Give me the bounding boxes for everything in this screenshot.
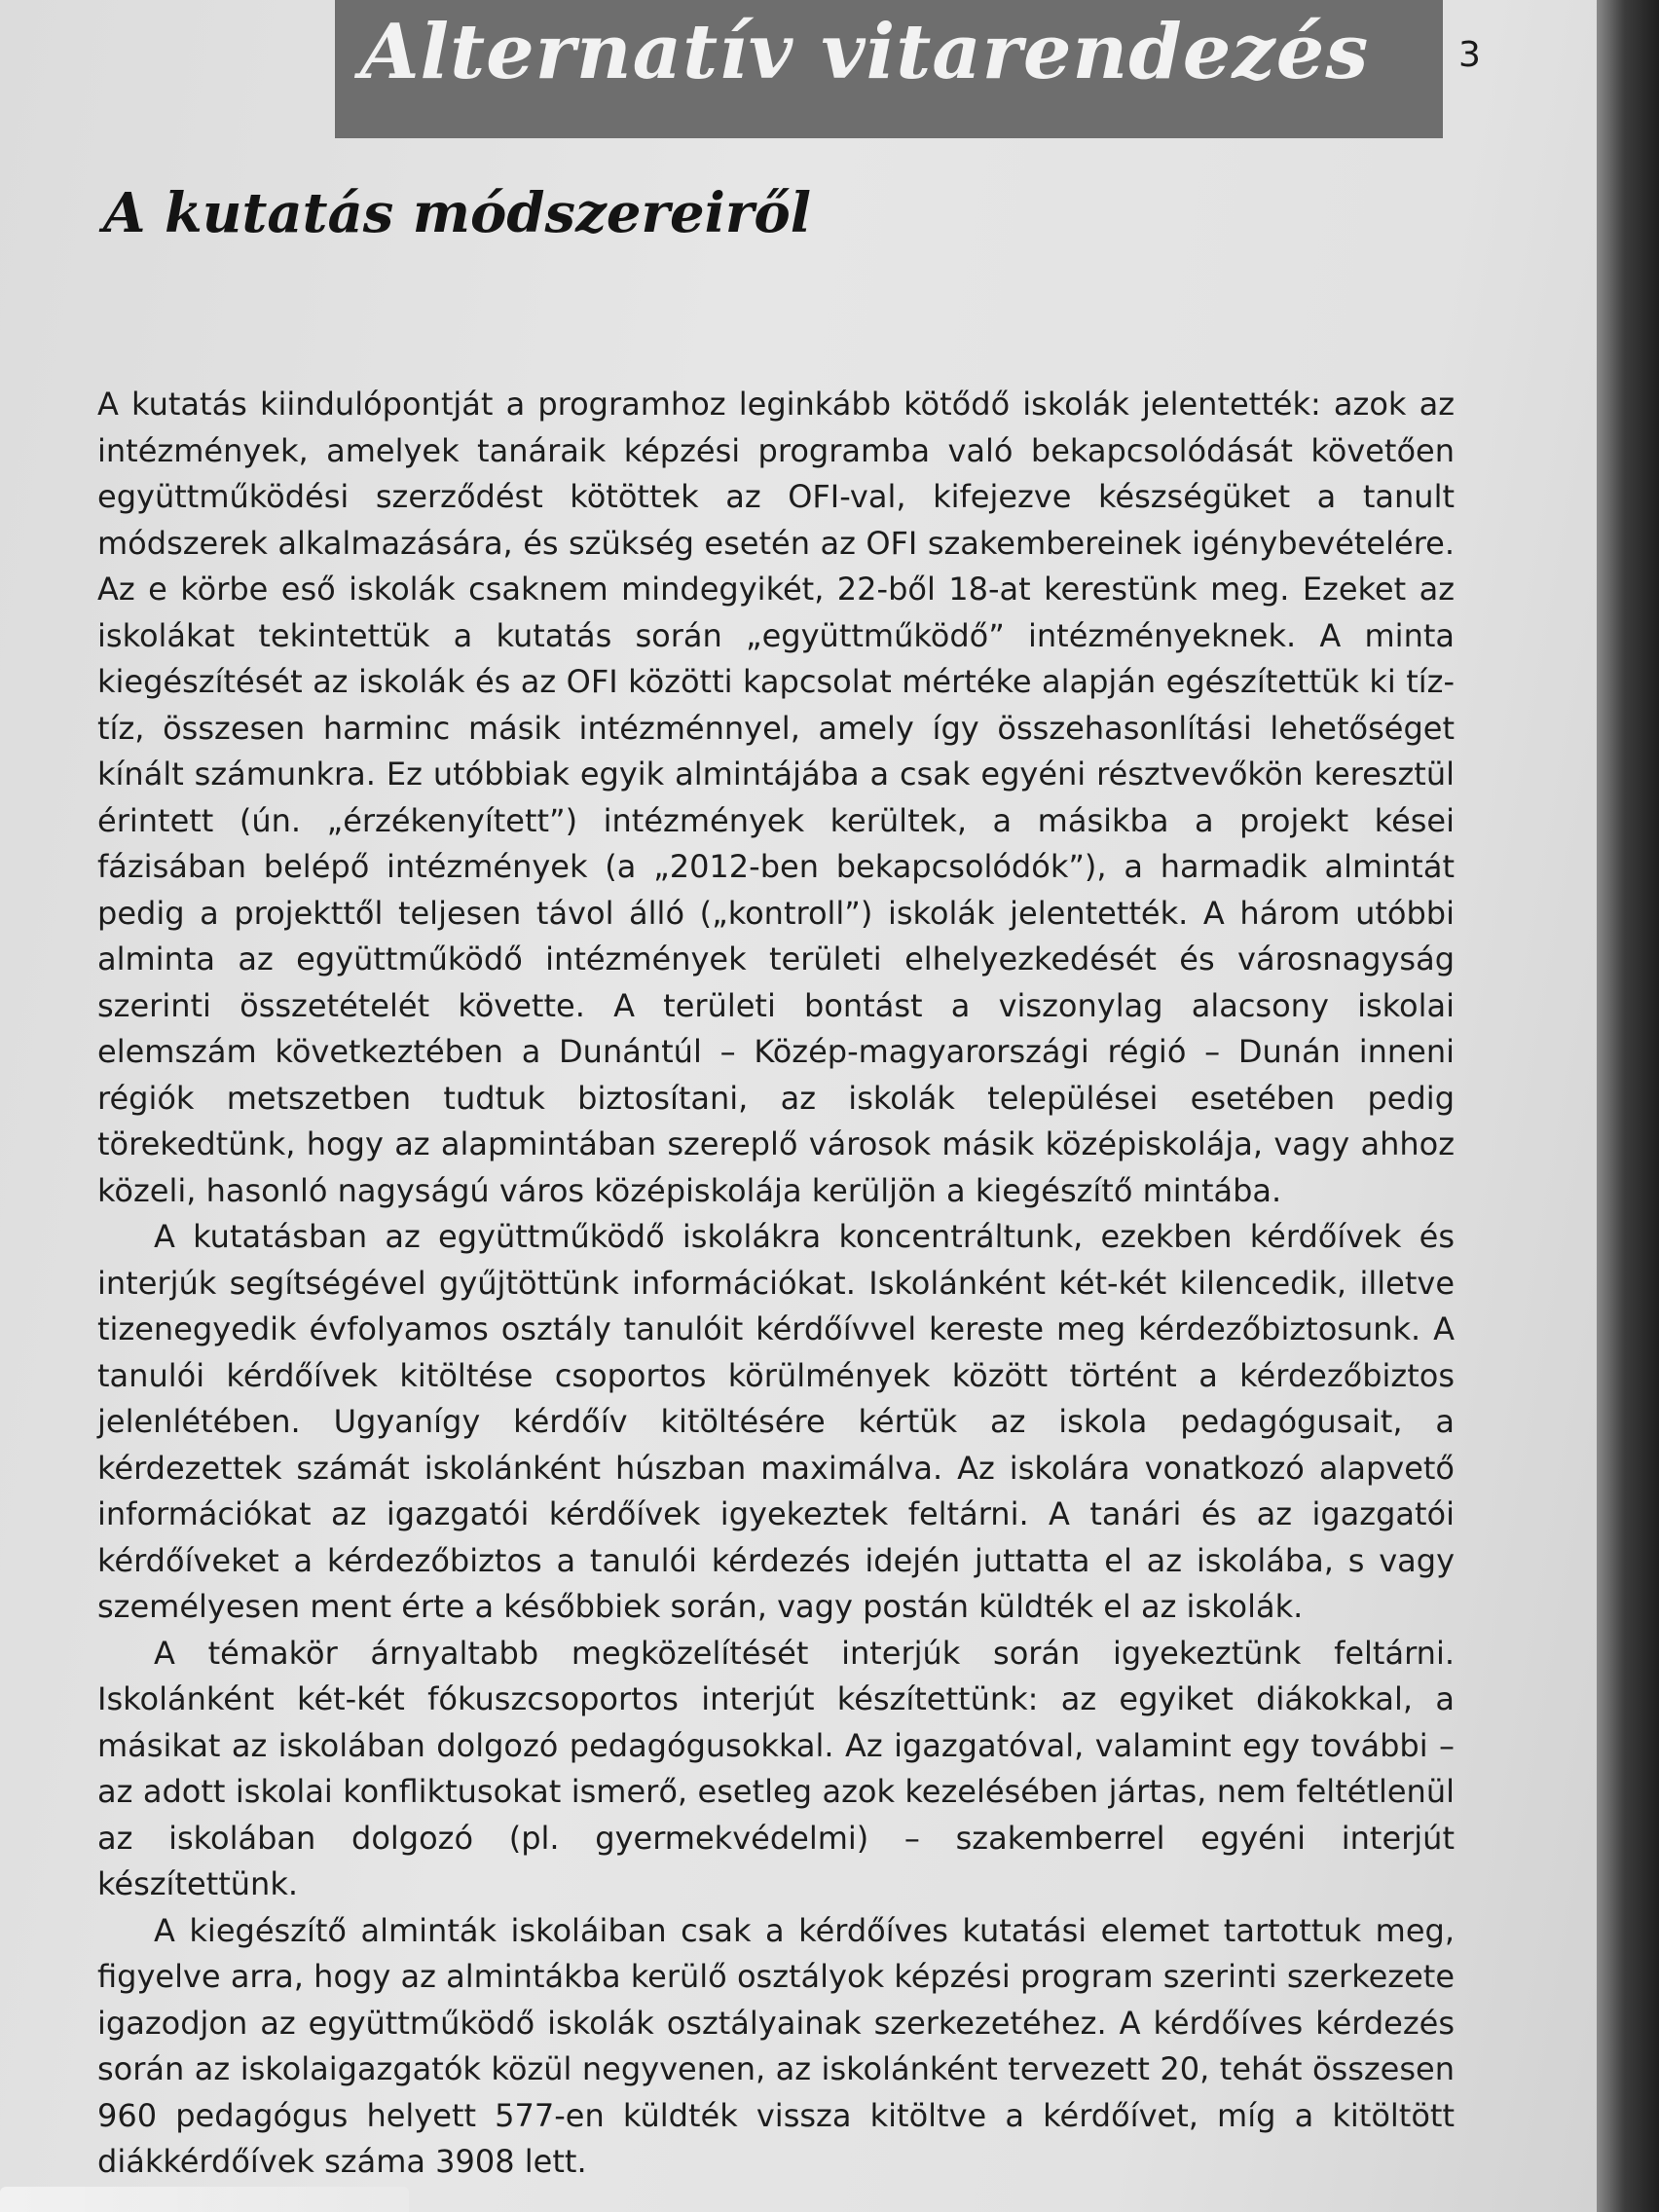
page-edge-shadow <box>1597 0 1659 2212</box>
paragraph-3: A témakör árnyaltabb megközelítését interjúk során igyekeztünk feltárni. Iskolánként két-két fókuszcsoportos interjút készítettünk: az egyiket diákokkal, a másikat az iskolában dolgozó pedagógusokkal. Az igazgatóval, valamint egy további – az adott iskolai konfliktusokat ismerő, esetleg azok kezelésében jártas, nem feltétlenül az iskolában dolgozó (pl. gyermekvédelmi) – szakemberrel egyéni interjút készítettünk. <box>97 1634 1455 1902</box>
body-text <box>97 382 1455 2186</box>
header-title: Alternatív vitarendezés <box>360 8 1370 96</box>
watermark-strip <box>0 2187 409 2212</box>
section-title: A kutatás módszereiről <box>103 181 812 245</box>
paragraph-1: A kutatás kiindulópontját a programhoz leginkább kötődő iskolák jelentették: azok az intézmények, amelyek tanáraik képzési programba való bekapcsolódását követően együttműködési szerződést kötöttek az OFI-val, kifejezve készségüket a tanult módszerek alkalmazására, és szükség esetén az OFI szakembereinek igénybevételére. Az e körbe eső iskolák csaknem mindegyikét, 22-ből 18-at kerestünk meg. Ezeket az iskolákat tekintettük a kutatás során „együttműködő” intézményeknek. A minta kiegészítését az iskolák és az OFI közötti kapcsolat mértéke alapján egészítettük ki tíz-tíz, összesen harminc másik intézménnyel, amely így összehasonlítási lehetőséget kínált számunkra. Ez utóbbiak egyik almintájába a csak egyéni résztvevőkön keresztül érintett (ún. „érzékenyített”) intézmények kerültek, a másikba a projekt kései fázisában belépő intézmények (a „2012-ben bekapcsolódók”), a harmadik almintát pedig a projekttől teljesen távol álló („kontroll”) iskolák jelentették. A három utóbbi alminta az együttműködő intézmények területi elhelyezkedését és városnagyság szerinti összetételét követte. A területi bontást a viszonylag alacsony iskolai elemszám következtében a Dunántúl – Közép-magyarországi régió – Dunán inneni régiók metszetben tudtuk biztosítani, az iskolák települései esetében pedig törekedtünk, hogy az alapmintában szereplő városok másik középiskolája, vagy ahhoz közeli, hasonló nagyságú város középiskolája kerüljön a kiegészítő mintába. <box>97 386 1455 1209</box>
page-number: 3 <box>1458 35 1481 75</box>
paragraph-2: A kutatásban az együttműködő iskolákra koncentráltunk, ezekben kérdőívek és interjúk segítségével gyűjtöttünk információkat. Iskolánként két-két kilencedik, illetve tizenegyedik évfolyamos osztály tanulóit kérdőívvel kereste meg kérdezőbiztosunk. A tanulói kérdőívek kitöltése csoportos körülmények között történt a kérdezőbiztos jelenlétében. Ugyanígy kérdőív kitöltésére kértük az iskola pedagógusait, a kérdezettek számát iskolánként húszban maximálva. Az iskolára vonatkozó alapvető információkat az igazgatói kérdőívek igyekeztek feltárni. A tanári és az igazgatói kérdőíveket a kérdezőbiztos a tanulói kérdezés idején juttatta el az iskolába, s vagy személyesen ment érte a későbbiek során, vagy postán küldték el az iskolák. <box>97 1218 1455 1625</box>
paragraph-4: A kiegészítő alminták iskoláiban csak a kérdőíves kutatási elemet tartottuk meg, figyelve arra, hogy az almintákba kerülő osztályok képzési program szerinti szerkezete igazodjon az együttműködő iskolák osztályainak szerkezetéhez. A kérdőíves kérdezés során az iskolaigazgatók közül negyvenen, az iskolánként tervezett 20, tehát összesen 960 pedagógus helyett 577-en küldték vissza kitöltve a kérdőívet, míg a kitöltött diákkérdőívek száma 3908 lett. <box>97 1911 1455 2180</box>
